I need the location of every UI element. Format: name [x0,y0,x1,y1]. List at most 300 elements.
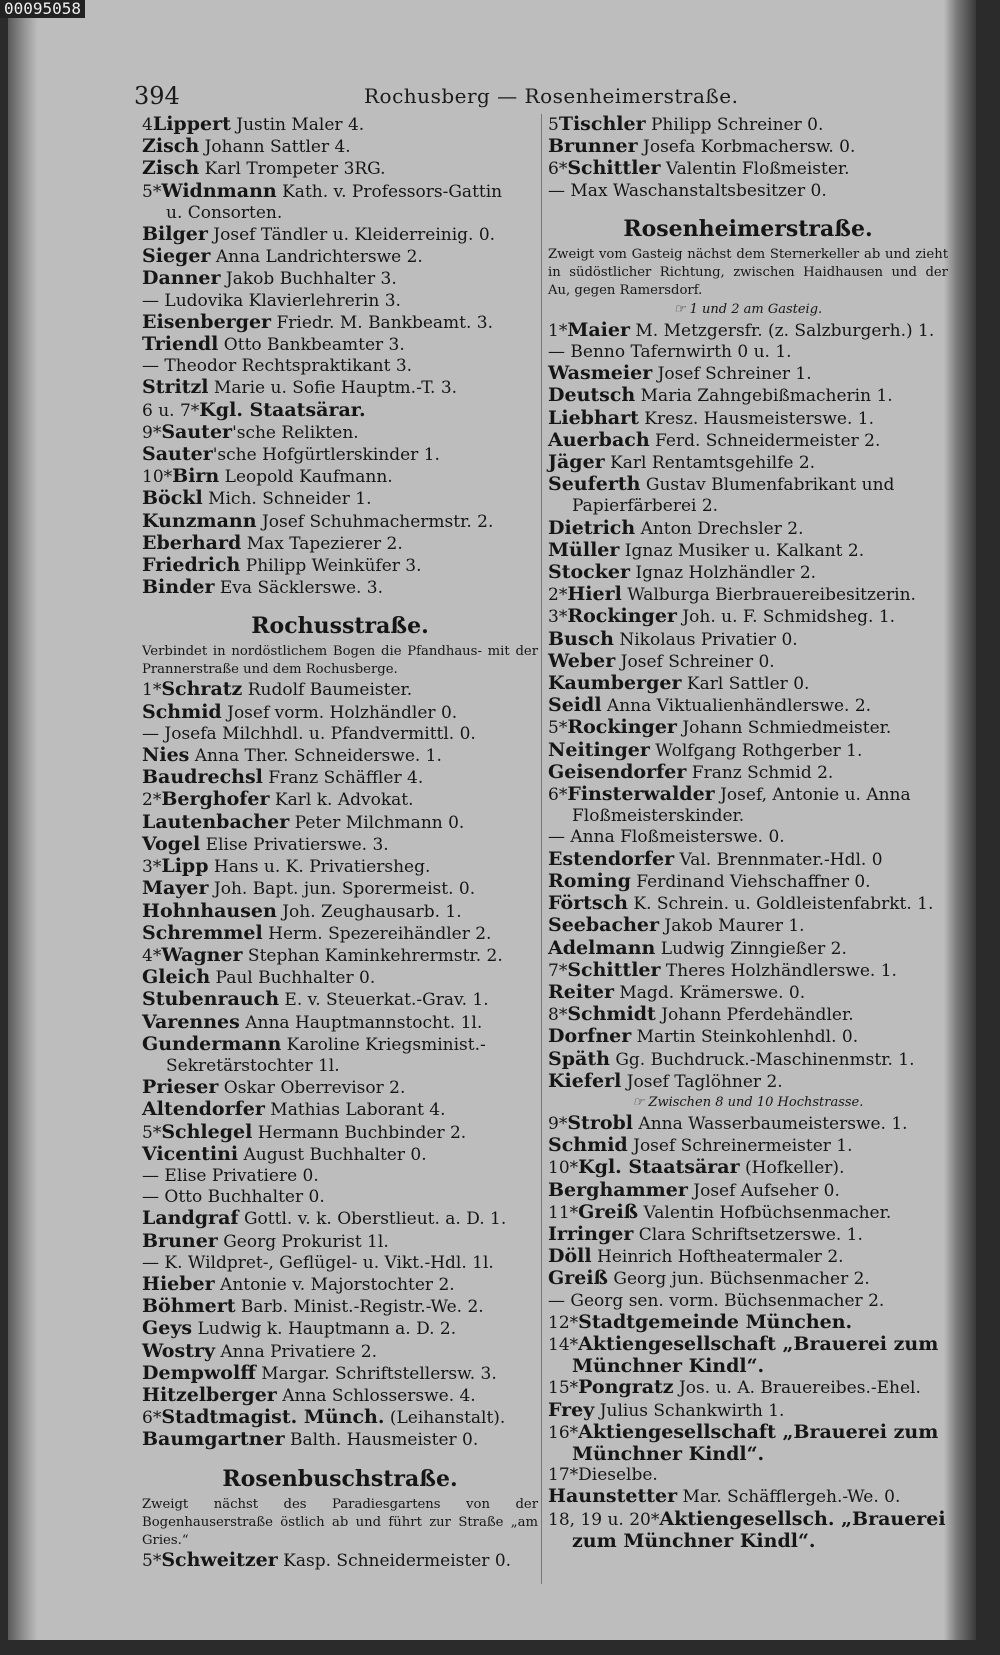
resident-details: Leopold Kaufmann. [219,467,393,488]
resident-details: Josef Schreinermeister 1. [627,1136,853,1157]
resident-details: Nikolaus Privatier 0. [613,629,798,650]
resident-name: Triendl [142,333,219,356]
house-number: 4 [142,115,153,135]
resident-name: Schmid [548,1134,628,1157]
resident-details: Eva Säcklerswe. 3. [214,578,384,599]
resident-details: Johann Sattler 4. [199,137,351,158]
directory-entry [142,444,538,466]
directory-entry [142,577,538,599]
directory-entry [142,334,538,356]
directory-entry [142,989,538,1011]
resident-name: Haunstetter [548,1485,678,1508]
resident-details: Gottl. v. k. Oberstlieut. a. D. 1. [238,1209,507,1230]
resident-name: Schmidt [567,1003,656,1026]
directory-entry [142,488,538,510]
resident-name: Döll [548,1245,592,1268]
directory-entry [548,673,948,695]
directory-entry [142,1274,538,1296]
resident-details: — Ludovika Klavierlehrerin 3. [142,290,401,311]
resident-details: Johann Pferdehändler. [655,1005,854,1026]
resident-name: Berghammer [548,1178,688,1201]
resident-details: Magd. Krämerswe. 0. [613,982,806,1003]
directory-entry [142,1429,538,1451]
directory-entry [142,878,538,900]
resident-details: — K. Wildpret-, Geflügel- u. Vikt.-Hdl. 1l. [142,1252,494,1273]
directory-entry [548,363,948,385]
directory-entry [142,679,538,701]
directory-entry [548,1268,948,1290]
entry-continuation: Münchner Kindl“. [572,1442,765,1465]
house-number: 6 u. 7* [142,400,200,421]
directory-entry [142,1077,538,1099]
directory-entry [548,1465,948,1486]
resident-details: (Leihanstalt). [384,1408,506,1429]
resident-details: Wolfgang Rothgerber 1. [649,740,863,761]
resident-details: K. Schrein. u. Goldleistenfabrkt. 1. [628,894,934,915]
resident-name: Eisenberger [142,310,272,333]
directory-page [8,0,976,1640]
resident-details: Antonie v. Majorstochter 2. [214,1274,455,1295]
resident-details: Philipp Schreiner 0. [645,115,824,135]
resident-name: Zisch [142,157,200,180]
directory-entry [142,224,538,246]
resident-details: Stephan Kaminkehrermstr. 2. [242,945,503,966]
directory-entry [142,967,538,989]
directory-entry [142,1550,538,1572]
resident-details: Josef Schreiner 1. [652,364,812,385]
resident-name: Strobl [567,1111,634,1134]
house-number: 18, 19 u. 20* [548,1509,660,1530]
resident-details: Joh. Bapt. jun. Sporermeist. 0. [208,879,476,900]
resident-details: Mich. Schneider 1. [202,489,372,510]
house-number: 16* [548,1422,579,1443]
resident-name: Greiß [548,1267,608,1290]
resident-name: Estendorfer [548,847,675,870]
directory-entry [142,745,538,767]
directory-entry [548,1246,948,1268]
resident-details: — Benno Tafernwirth 0 u. 1. [548,342,792,363]
directory-entry [548,1291,948,1312]
resident-details: Hans u. K. Privatiersheg. [208,857,431,878]
resident-details: Josef Schreiner 0. [615,651,775,672]
page-header [134,82,944,114]
resident-name: Eberhard [142,531,242,554]
directory-entry [548,1509,948,1531]
directory-entry [142,767,538,789]
cross-reference-note: ☞ Zwischen 8 und 10 Hochstrasse. [632,1094,864,1110]
street-heading: Rosenheimerstraße. [623,215,873,242]
directory-entry [142,901,538,923]
resident-details: Anton Drechsler 2. [635,518,804,539]
street-description: Zweigt nächst des Paradiesgartens von der Bogenhauserstraße östlich ab und führt zur Straße „am Gries.“ [142,1496,538,1548]
resident-details: Herm. Spezereihändler 2. [262,923,492,944]
resident-details: 'sche Hofgürtlerskinder 1. [212,445,440,466]
resident-name: Seebacher [548,914,659,937]
directory-entry [548,1157,948,1179]
directory-entry [548,606,948,628]
resident-details: Josefa Korbmachersw. 0. [637,137,856,158]
directory-entry [548,740,948,762]
resident-details: Hermann Buchbinder 2. [252,1122,467,1143]
resident-details: Mathias Laborant 4. [264,1100,446,1121]
resident-details: Gg. Buchdruck.-Maschinenmstr. 1. [609,1049,915,1070]
entry-continuation: Floßmeisterskinder. [572,806,745,827]
resident-details: — Josefa Milchhdl. u. Pfandvermittl. 0. [142,723,476,744]
resident-details: Jos. u. A. Brauereibes.-Ehel. [673,1378,921,1399]
resident-name: Friedrich [142,554,241,577]
resident-details: Max Tapezierer 2. [241,533,403,554]
directory-entry [142,136,538,158]
directory-entry [548,1422,948,1444]
resident-details: Ludwig k. Hauptmann a. D. 2. [192,1319,457,1340]
resident-name: Sauter [142,443,213,466]
directory-entry [142,1363,538,1385]
directory-entry [142,114,538,136]
resident-details: Jakob Maurer 1. [658,916,805,937]
resident-name: Hohnhausen [142,899,277,922]
directory-entry [548,1312,948,1334]
resident-name: Tischler [558,113,646,135]
resident-details: 'sche Relikten. [232,422,359,443]
resident-name: Kunzmann [142,509,257,532]
resident-name: Reiter [548,980,614,1003]
directory-entry [142,923,538,945]
house-number: 3* [548,607,568,628]
resident-details: Anna Ther. Schneiderswe. 1. [189,746,442,767]
directory-entry [548,136,948,158]
directory-entry [142,1166,538,1187]
resident-name: Sieger [142,245,211,268]
resident-details: Karl Rentamtsgehilfe 2. [604,453,816,474]
directory-entry [142,1407,538,1429]
directory-entry [548,717,948,739]
resident-name: Kaumberger [548,672,682,695]
resident-details: Josef Schuhmachermstr. 2. [256,511,494,532]
directory-entry [142,1231,538,1253]
resident-details: Josef Aufseher 0. [687,1180,840,1201]
directory-entry [142,268,538,290]
resident-details: Anna Landrichterswe 2. [210,247,423,268]
resident-details: — Anna Floßmeisterswe. 0. [548,827,785,848]
resident-name: Birn [172,465,220,488]
directory-entry [548,385,948,407]
resident-details: Balth. Hausmeister 0. [284,1430,479,1451]
resident-details: Heinrich Hoftheatermaler 2. [591,1247,844,1268]
directory-entry [548,629,948,651]
resident-details: Kath. v. Professors-Gattin [276,181,503,202]
directory-entry [142,1318,538,1340]
resident-name: Dorfner [548,1025,632,1048]
resident-name: Gleich [142,966,211,989]
house-number: 12* [548,1312,579,1333]
resident-name: Rockinger [567,605,677,628]
street-heading: Rosenbuschstraße. [222,1465,458,1492]
resident-details: Mar. Schäfflergeh.-We. 0. [677,1487,901,1508]
directory-entry [548,938,948,960]
resident-details: Karl Sattler 0. [681,674,810,695]
resident-details: Oskar Oberrevisor 2. [218,1078,406,1099]
house-number: 9* [548,1113,568,1134]
house-number: 1* [142,680,162,701]
resident-details: Dieselbe. [578,1465,658,1486]
resident-name: Aktiengesellschaft „Brauerei zum [578,1420,939,1443]
resident-details: Johann Schmiedmeister. [676,718,892,739]
resident-details: Ludwig Zinngießer 2. [655,938,847,959]
resident-details: Karoline Kriegsminist.- [281,1034,486,1055]
directory-entry [142,834,538,856]
resident-name: Schweitzer [161,1548,278,1571]
resident-name: Stritzl [142,376,209,399]
resident-details: Anna Wasserbaumeisterswe. 1. [633,1113,908,1134]
house-number: 3* [142,857,162,878]
house-number: 6* [142,1408,162,1429]
directory-entry [142,1187,538,1208]
resident-details: Karl Trompeter 3RG. [199,159,386,180]
directory-entry [142,789,538,811]
house-number: 10* [548,1158,579,1179]
directory-entry [142,812,538,834]
resident-details: Josef, Antonie u. Anna [714,785,911,806]
resident-name: Geisendorfer [548,760,687,783]
resident-details: Franz Schäffler 4. [262,768,424,789]
resident-name: Berghofer [161,788,270,811]
directory-entry [142,1099,538,1121]
directory-entry [142,400,538,422]
resident-details: Joh. u. F. Schmidsheg. 1. [676,607,896,628]
resident-name: Stadtgemeinde München. [578,1310,853,1333]
resident-name: Danner [142,267,221,290]
directory-entry [142,1385,538,1407]
resident-name: Brunner [548,135,638,158]
running-title: Rochusberg — Rosenheimerstraße. [364,84,739,108]
resident-details: Ignaz Musiker u. Kalkant 2. [619,540,865,561]
house-number: 7* [548,960,568,981]
resident-name: Wostry [142,1339,215,1362]
resident-name: Hierl [567,583,622,606]
resident-name: Kgl. Staatsärar [578,1156,740,1179]
resident-details: Marie u. Sofie Hauptm.-T. 3. [208,378,458,399]
house-number: 17* [548,1465,579,1486]
resident-name: Gundermann [142,1032,282,1055]
resident-name: Späth [548,1047,610,1070]
resident-details: Theres Holzhändlerswe. 1. [660,960,897,981]
resident-name: Mayer [142,877,209,900]
directory-entry [142,702,538,724]
entry-continuation: Papierfärberei 2. [572,496,719,517]
resident-details: Anna Schlosserswe. 4. [276,1385,476,1406]
directory-entry [548,430,948,452]
resident-name: Nies [142,744,190,767]
directory-entry [548,408,948,430]
resident-name: Maier [567,318,630,341]
resident-name: Schittler [567,157,661,180]
directory-entry [548,1377,948,1399]
resident-details: Ferd. Schneidermeister 2. [649,430,881,451]
house-number: 5* [142,181,162,202]
directory-entry [548,960,948,982]
house-number: 10* [142,467,173,488]
house-number: 9* [142,422,162,443]
entry-continuation: Münchner Kindl“. [572,1355,765,1378]
resident-name: Lipp [161,855,209,878]
directory-entry [548,1049,948,1071]
resident-name: Stubenrauch [142,988,280,1011]
directory-entry [142,466,538,488]
directory-entry [548,1224,948,1246]
resident-details: Justin Maler 4. [230,115,365,135]
directory-entry [548,784,948,806]
resident-name: Schmid [142,700,222,723]
directory-entry [548,320,948,342]
resident-details: — Theodor Rechtspraktikant 3. [142,356,413,377]
resident-name: Schratz [161,678,243,701]
resident-name: Hitzelberger [142,1383,277,1406]
resident-name: Rockinger [567,716,677,739]
resident-details: Val. Brennmater.-Hdl. 0 [674,849,883,870]
directory-entry [142,158,538,180]
directory-entry [142,511,538,533]
resident-name: Auerbach [548,428,650,451]
directory-entry [548,562,948,584]
directory-entry [548,1180,948,1202]
resident-details: Philipp Weinküfer 3. [240,556,422,577]
directory-entry [548,871,948,893]
resident-name: Stadtmagist. Münch. [161,1406,385,1429]
resident-name: Schremmel [142,921,263,944]
resident-details: Margar. Schriftstellersw. 3. [255,1363,497,1384]
resident-details: Josef Taglöhner 2. [621,1071,783,1092]
resident-name: Widnmann [161,179,277,202]
scan-id: 00095058 [0,0,85,18]
resident-name: Bruner [142,1229,218,1252]
resident-details: Julius Schankwirth 1. [594,1400,785,1421]
directory-entry [548,1004,948,1026]
resident-details: Anna Viktualienhändlerswe. 2. [601,696,872,717]
resident-name: Finsterwalder [567,783,715,806]
resident-name: Baumgartner [142,1428,285,1451]
cross-reference-note: ☞ 1 und 2 am Gasteig. [673,301,823,317]
page-number: 394 [134,82,180,110]
resident-details: Kresz. Hausmeisterswe. 1. [638,408,875,429]
directory-entry [142,1208,538,1230]
house-number: 14* [548,1334,579,1355]
resident-name: Adelmann [548,936,656,959]
directory-entry [548,1135,948,1157]
directory-entry [142,555,538,577]
directory-entry [142,356,538,377]
resident-name: Hieber [142,1272,215,1295]
house-number: 5 [548,115,559,135]
house-number: 2* [548,585,568,606]
house-number: 15* [548,1378,579,1399]
directory-entry [548,158,948,180]
resident-name: Schlegel [161,1120,253,1143]
right-column [548,114,948,1552]
resident-details: E. v. Steuerkat.-Grav. 1. [279,990,489,1011]
resident-details: Georg jun. Büchsenmacher 2. [607,1269,870,1290]
directory-entry [548,1202,948,1224]
left-column [142,114,538,1572]
resident-name: Böhmert [142,1295,236,1318]
street-description: Zweigt vom Gasteig nächst dem Sternerkeller ab und zieht in südöstlicher Richtung, zwischen Haidhausen und der Au, gegen Ramersdorf. [548,246,948,298]
house-number: 6* [548,785,568,806]
resident-details: August Buchhalter 0. [238,1144,427,1165]
directory-entry [142,246,538,268]
resident-details: Barb. Minist.-Registr.-We. 2. [235,1297,484,1318]
resident-details: Jakob Buchhalter 3. [220,269,397,290]
directory-entry [548,452,948,474]
resident-name: Kgl. Staatsärar. [199,398,366,421]
house-number: 4* [142,945,162,966]
directory-entry [142,1012,538,1034]
resident-name: Irringer [548,1222,634,1245]
resident-details: Anna Privatiere 2. [215,1341,377,1362]
resident-name: Sauter [161,420,233,443]
resident-name: Weber [548,649,616,672]
resident-name: Seidl [548,694,602,717]
resident-details: Ignaz Holzhändler 2. [630,563,817,584]
entry-continuation: zum Münchner Kindl“. [572,1529,816,1552]
directory-entry [548,1400,948,1422]
resident-name: Varennes [142,1010,240,1033]
resident-details: Josef vorm. Holzhändler 0. [221,702,458,723]
resident-name: Vogel [142,832,201,855]
page-binding-shadow-right [944,0,976,1640]
house-number: 1* [548,320,568,341]
resident-name: Aktiengesellschaft „Brauerei zum [578,1332,939,1355]
resident-details: Valentin Hofbüchsenmacher. [638,1202,892,1223]
directory-entry [548,114,948,136]
directory-entry [142,377,538,399]
resident-name: Binder [142,576,215,599]
resident-name: Kieferl [548,1069,622,1092]
resident-details: Maria Zahngebißmacherin 1. [635,386,893,407]
directory-entry [548,982,948,1004]
resident-name: Frey [548,1398,595,1421]
resident-name: Zisch [142,135,200,158]
directory-entry [142,1122,538,1144]
directory-entry [142,1034,538,1056]
directory-entry [548,181,948,202]
resident-details: Kasp. Schneidermeister 0. [277,1550,512,1571]
resident-name: Deutsch [548,384,636,407]
directory-entry [548,1334,948,1356]
house-number: 6* [548,159,568,180]
resident-name: Roming [548,869,631,892]
directory-entry [142,291,538,312]
resident-details: — Max Waschanstaltsbesitzer 0. [548,180,827,201]
resident-name: Baudrechsl [142,766,263,789]
resident-name: Pongratz [578,1376,674,1399]
directory-entry [142,312,538,334]
house-number: 5* [548,718,568,739]
resident-name: Böckl [142,487,203,510]
resident-name: Altendorfer [142,1098,265,1121]
house-number: 2* [142,790,162,811]
resident-name: Bilger [142,223,208,246]
resident-details: Rudolf Baumeister. [242,680,413,701]
directory-entry [548,1026,948,1048]
directory-entry [142,533,538,555]
resident-name: Seuferth [548,473,641,496]
resident-details: Ferdinand Viehschaffner 0. [630,871,871,892]
directory-entry [548,849,948,871]
resident-name: Förtsch [548,892,628,915]
directory-entry [142,1296,538,1318]
resident-name: Vicentini [142,1142,239,1165]
resident-name: Landgraf [142,1207,239,1230]
directory-entry [548,1113,948,1135]
